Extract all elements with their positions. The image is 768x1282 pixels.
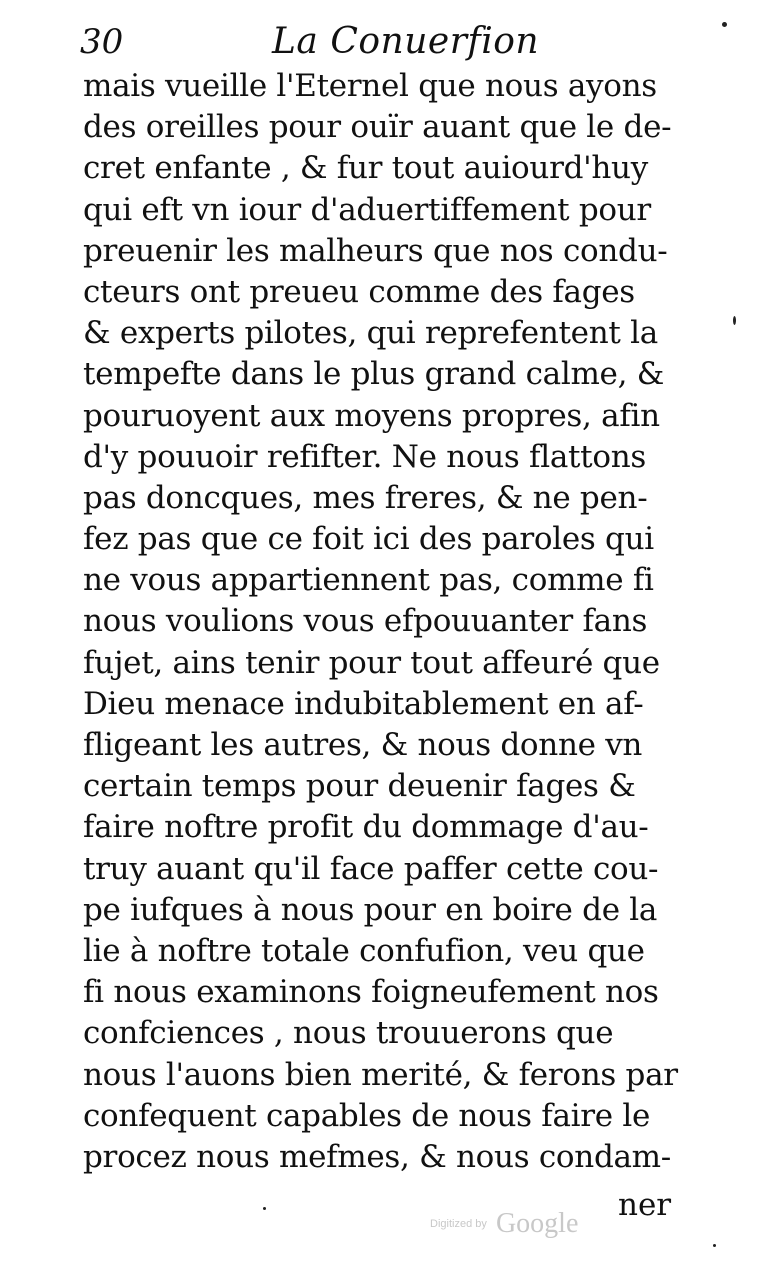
text-line: fligeant les autres, & nous donne vn — [83, 727, 643, 763]
text-line: nous l'auons bien merité, & ferons par — [83, 1056, 678, 1093]
text-line: d'y pouuoir refifter. Ne nous flattons — [83, 438, 646, 475]
ink-speck — [713, 1244, 716, 1247]
text-line: cteurs ont preueu comme des fages — [83, 273, 635, 310]
text-line: des oreilles pour ouïr auant que le de- — [83, 109, 672, 146]
page-header — [80, 18, 700, 62]
text-line: Dieu menace indubitablement en af- — [83, 685, 644, 722]
text-line: fi nous examinons foigneufement nos — [83, 974, 659, 1011]
watermark-brand: Google — [495, 1208, 579, 1239]
text-line: & experts pilotes, qui reprefentent la — [83, 315, 658, 352]
text-line: qui eft vn iour d'aduertiffement pour — [83, 191, 651, 228]
text-line: fez pas que ce foit ici des paroles qui — [83, 521, 654, 558]
page-number: 30 — [80, 22, 124, 62]
running-title: La Conuerfion — [272, 21, 540, 62]
text-line: fujet, ains tenir pour tout affeuré que — [83, 644, 660, 681]
body-text — [83, 66, 679, 1178]
text-line: ne vous appartiennent pas, comme fi — [83, 562, 654, 599]
text-line: confequent capables de nous faire le — [83, 1097, 651, 1134]
text-line: pas doncques, mes freres, & ne pen- — [83, 479, 648, 516]
text-line: mais vueille l'Eternel que nous ayons — [83, 68, 657, 104]
text-line: confciences , nous trouuerons que — [83, 1015, 614, 1052]
catchword: ner — [618, 1187, 672, 1223]
digitization-watermark — [430, 1208, 578, 1248]
text-line: certain temps pour deuenir fages & — [83, 768, 636, 805]
text-line: nous voulions vous efpouuanter fans — [83, 603, 648, 640]
text-line: pe iufques à nous pour en boire de la — [83, 891, 658, 928]
text-line: faire noftre profit du dommage d'au- — [83, 809, 649, 846]
text-line: lie à noftre totale confufion, veu que — [83, 932, 645, 969]
watermark-prefix: Digitized by — [430, 1218, 487, 1230]
ink-speck — [733, 316, 736, 325]
text-line: procez nous mefmes, & nous condam- — [83, 1138, 671, 1175]
text-line: preuenir les malheurs que nos condu- — [83, 232, 668, 269]
text-line: pouruoyent aux moyens propres, afin — [83, 397, 660, 434]
ink-speck — [722, 22, 727, 27]
text-line: tempefte dans le plus grand calme, & — [83, 356, 664, 393]
text-line: truy auant qu'il face paffer cette cou- — [83, 850, 659, 887]
text-line: cret enfante , & fur tout auiourd'huy — [83, 150, 648, 187]
ink-speck — [263, 1207, 266, 1210]
